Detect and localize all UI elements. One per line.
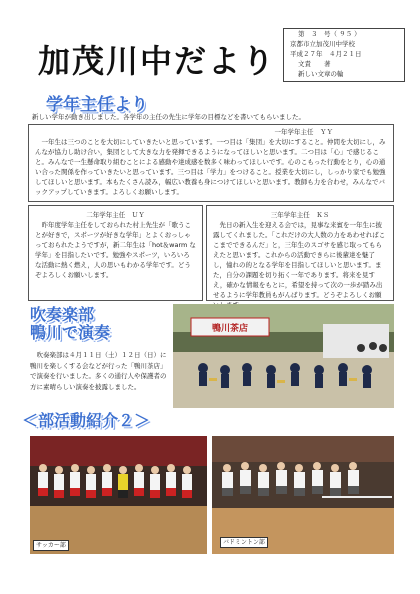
grade3-title: 三年学年主任 ＫＳ [270, 211, 330, 219]
grade1-body: 一年生は三つのことを大切にしていきたいと思っています。一つ目は「集団」を大切にすること。仲間を大切にし，みんなが協力し助け合い，集団として大きな力を発揮できるようになってほしいと思います。二つ目は「心」で感じること。みんなで一生懸命取り組むことによる感動や達成感を数多く味わってほしいです。心のこもった行動をとり，心の通い合った関係を作っていきたいと思っています。三つ目は「学力」をつけること。授業を大切にし，しっかり家でも勉強してほしいと思います。本もたくさん読み，幅広い教養も身につけてほしいと思います。教師も力を合わせ，みんなでバックアップしていきます。よろしくお願いします。 [35, 138, 386, 196]
grade3-body: 先日の新入生を迎える会では，見事な来賓を一年生に披露してくれました。「これだけの大人数の力をあわせればここまでできるんだ」と，三年生のスゴサを感じ取ってもらえたと思います。これからの活動できらに後輩達を魅了し，憧れの的となる学年を目指してほしいと思います。また，自分の課題を切り拓く一年であります。将来を見すえ，確かな情報をもとに，希望を持って次の一歩が踏み出せるように学年教員もがんばります。どうぞよろしくお願 [213, 221, 386, 299]
grade2-message-box [28, 205, 203, 301]
brass-band-photo [173, 304, 394, 408]
grade1-message-box [28, 124, 394, 202]
soccer-caption: サッカー部 [33, 540, 69, 551]
badminton-club-photo [212, 436, 394, 554]
grade3-message-box [206, 205, 394, 301]
newsletter-title: 加茂川中だより [38, 42, 277, 80]
brass-heading-line1: 吹奏楽部 [30, 305, 95, 324]
brass-band-heading [30, 306, 110, 342]
soccer-club-photo [30, 436, 207, 554]
issue-date: 平成２７年 ４月２１日 [290, 50, 362, 58]
brass-heading-line2: 鴨川で演奏 [30, 323, 111, 342]
brass-band-body: 吹奏楽部は４月１１日（土）１２日（日）に鴨川を楽しくする会などが行った「鴨川茶店」で演奏を行いました。多くの通行人や保護者の方に素晴らしい演奏を披露しました。 [30, 351, 167, 391]
grade2-body: 昨年度学年主任をしておられた村上先生が「歌うことが好きで，スポーツが好きな学年」とよくおっしゃっておられたようですが，新二年生は「hot＆warm な学年」を目指したいです。勉強やスポーツ，いろいろな活動に熱く燃え，人の思いもわかる学年です。どうぞよろしくお願いします。 [35, 221, 196, 279]
banner-text: 鴨川茶店 [211, 324, 249, 334]
grade2-title: 二年学年主任 ＵＹ [86, 211, 145, 219]
grade1-title: 一年学年主任 ＹＹ [274, 128, 333, 136]
soccer-photo-graphic [30, 436, 207, 554]
school-name: 京都市立加茂川中学校 [290, 40, 355, 48]
brass-band-photo-graphic [173, 304, 394, 408]
issue-column: 新しい文章の輪 [298, 70, 344, 78]
brass-band-article [30, 350, 170, 392]
club-intro-heading: ＜部活動紹介２＞ [22, 411, 151, 430]
badminton-caption: バドミントン部 [220, 537, 268, 548]
issue-info-box [283, 28, 405, 82]
grade-heads-intro: 新しい学年が動き出しました。各学年の主任の先生に学年の目標などを書いてもらいました。 [32, 113, 305, 121]
grade-heads-heading: 学年主任より [46, 95, 148, 115]
issue-number: 第 ３ 号（ ９５ ） [298, 30, 361, 38]
issue-editor: 文責 著 [298, 60, 331, 68]
